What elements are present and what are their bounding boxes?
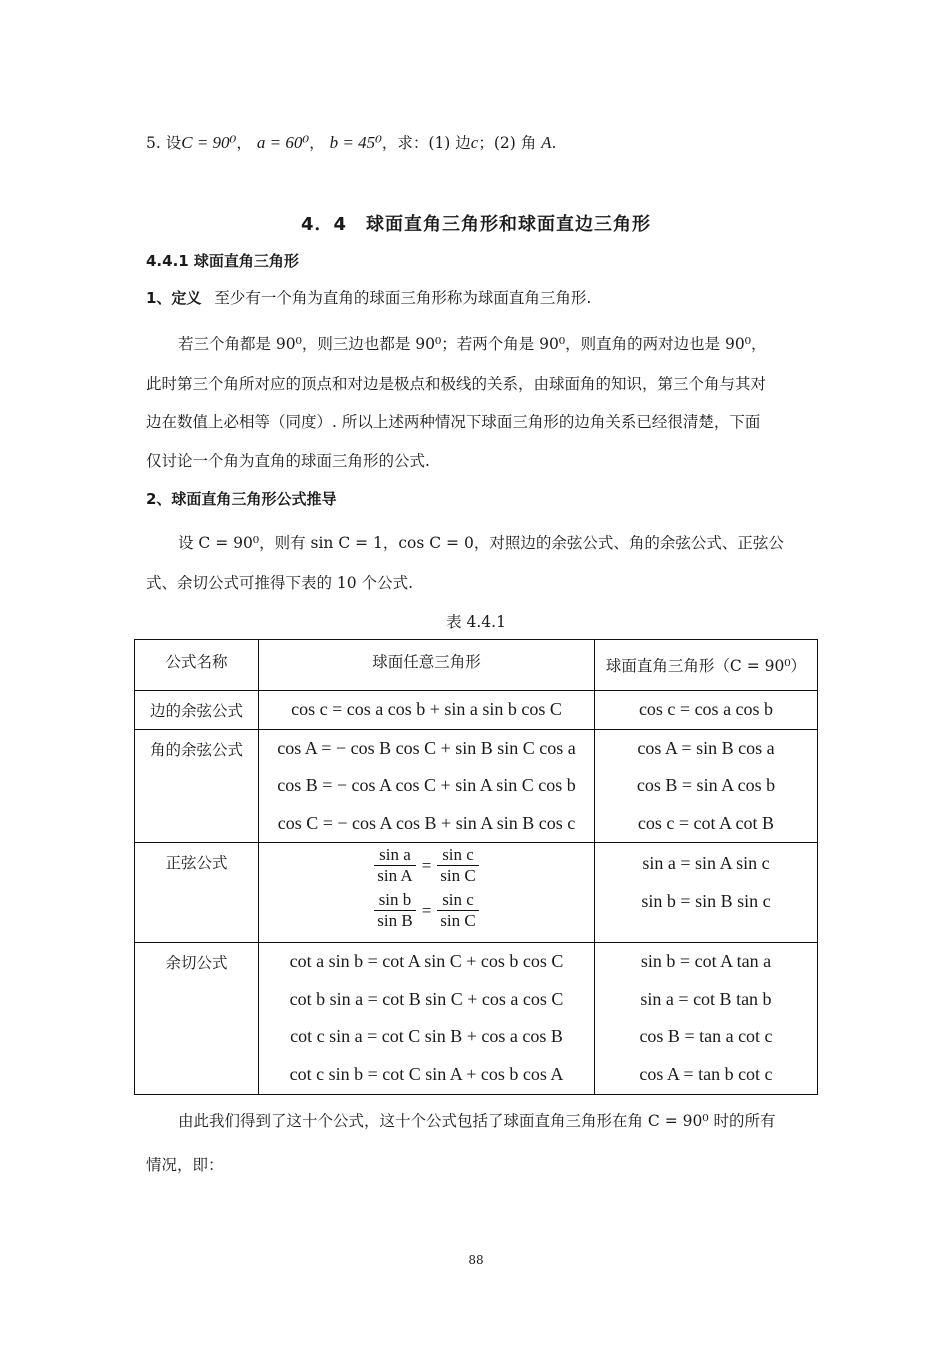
row-name-angle-cosine: 角的余弦公式	[135, 729, 259, 843]
formula: cot b sin a = cot B sin C + cos a cos C	[289, 988, 564, 1009]
formula: sin a = sin A sin c	[642, 853, 770, 873]
problem-text: ，求：(1) 边	[381, 134, 471, 152]
formula: cot c sin b = cot C sin A + cos b cos A	[289, 1063, 564, 1084]
general-formulas	[259, 691, 595, 730]
table-row	[135, 729, 818, 843]
definition-text: 至少有一个角为直角的球面三角形称为球面直角三角形.	[214, 289, 592, 307]
problem-text: .	[551, 134, 557, 152]
equals-sign: =	[421, 855, 432, 875]
row-name-side-cosine: 边的余弦公式	[135, 691, 259, 730]
header-formula-name: 公式名称	[135, 640, 259, 691]
equals-sign: =	[421, 900, 432, 920]
denominator: sin C	[440, 911, 476, 930]
math-c: c	[470, 133, 479, 152]
formula: sin b = cot A tan a	[640, 951, 772, 971]
table-row	[135, 691, 818, 730]
separator: ，	[309, 134, 325, 152]
table-header-row	[135, 640, 818, 691]
header-right-triangle: 球面直角三角形（C = 90⁰）	[595, 640, 818, 691]
numerator: sin b	[374, 890, 415, 911]
formula: cos A = tan b cot c	[639, 1063, 773, 1084]
formula-table	[134, 639, 818, 1095]
formula: cos c = cot A cot B	[637, 812, 775, 833]
para1-line2: 此时第三个角所对应的顶点和对边是极点和极线的关系，由球面角的知识，第三个角与其对	[146, 375, 767, 393]
general-formulas	[259, 729, 595, 843]
formula: cos A = sin B cos a	[637, 737, 775, 758]
definition	[146, 288, 591, 308]
definition-label: 1、定义	[146, 289, 202, 307]
problem-lead: 设	[165, 134, 182, 152]
numerator: sin c	[437, 890, 478, 911]
para3-line1: 由此我们得到了这十个公式，这十个公式包括了球面直角三角形在角 C = 90⁰ 时的所有	[178, 1112, 776, 1130]
right-formulas	[595, 691, 818, 730]
formula: cos B = − cos A cos C + sin A sin C cos b	[277, 775, 576, 795]
problem-number: 5.	[146, 134, 161, 152]
sine-equation	[259, 888, 594, 933]
page-number: 88	[468, 1253, 484, 1267]
fraction	[437, 845, 478, 886]
table-row	[135, 943, 818, 1095]
formula: cos B = sin A cos b	[636, 775, 776, 795]
table-row	[135, 843, 818, 943]
denominator: sin A	[377, 866, 413, 885]
formula: cos A = − cos B cos C + sin B sin C cos a	[277, 737, 576, 758]
para1-line1: 若三个角都是 90⁰，则三边也都是 90⁰；若两个角是 90⁰，则直角的两对边也是 90⁰，	[178, 335, 767, 353]
problem-text: ；(2) 角	[478, 134, 537, 152]
numerator: sin c	[437, 845, 478, 866]
fraction	[374, 890, 415, 931]
row-name-cotangent: 余切公式	[135, 943, 259, 1095]
formula: sin a = cot B tan b	[640, 988, 772, 1009]
numerator: sin a	[374, 845, 415, 866]
math-A: A	[541, 133, 552, 152]
problem-5	[146, 133, 556, 153]
denominator: sin C	[440, 866, 476, 885]
subsection-title: 4.4.1 球面直角三角形	[146, 252, 299, 270]
right-formulas	[595, 729, 818, 843]
right-formulas	[595, 943, 818, 1095]
para2-line1: 设 C = 90⁰，则有 sin C = 1，cos C = 0，对照边的余弦公式、角的余弦公式、正弦公	[178, 534, 784, 552]
para2-line2: 式、余切公式可推得下表的 10 个公式.	[146, 574, 414, 592]
table-caption: 表 4.4.1	[446, 613, 506, 631]
formula: cos B = tan a cot c	[639, 1026, 773, 1046]
math-c-90: C = 90⁰	[181, 133, 237, 152]
formula: cot c sin a = cot C sin B + cos a cos B	[290, 1026, 563, 1046]
math-a-60: a = 60⁰	[256, 133, 310, 152]
para1-line3: 边在数值上必相等（同度）. 所以上述两种情况下球面三角形的边角关系已经很清楚，下面	[146, 413, 761, 431]
right-formulas	[595, 843, 818, 943]
para1-line4: 仅讨论一个角为直角的球面三角形的公式.	[146, 452, 430, 470]
sine-fractions	[259, 843, 595, 943]
header-general-triangle: 球面任意三角形	[259, 640, 595, 691]
formula: cos C = − cos A cos B + sin A sin B cos c	[277, 812, 576, 833]
separator: ，	[236, 134, 252, 152]
math-b-45: b = 45⁰	[329, 133, 382, 152]
formula: cos c = cos a cos b + sin a sin b cos C	[291, 699, 562, 719]
derivation-heading: 2、球面直角三角形公式推导	[146, 490, 337, 508]
section-title: 4．4 球面直角三角形和球面直边三角形	[300, 214, 652, 235]
sine-equation	[259, 843, 594, 888]
formula: sin b = sin B sin c	[641, 890, 771, 911]
formula: cos c = cos a cos b	[638, 699, 774, 719]
formula: cot a sin b = cot A sin C + cos b cos C	[289, 951, 564, 971]
denominator: sin B	[377, 911, 413, 930]
general-formulas	[259, 943, 595, 1095]
fraction	[374, 845, 415, 886]
para3-line2: 情况，即：	[146, 1156, 224, 1174]
row-name-sine: 正弦公式	[135, 843, 259, 943]
fraction	[437, 890, 478, 931]
